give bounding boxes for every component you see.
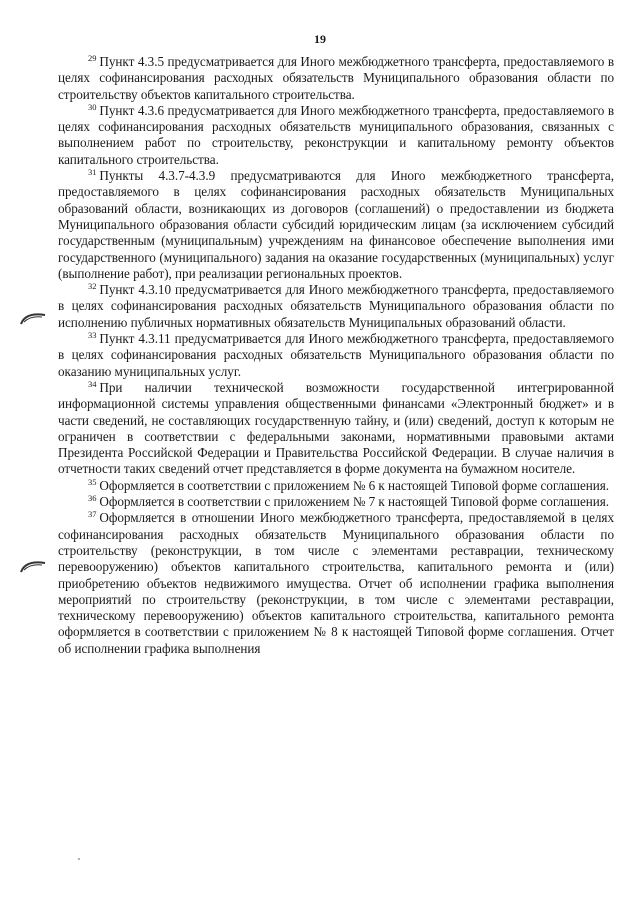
scan-artifact-mark [20, 560, 46, 574]
footnote-text: Пункты 4.3.7-4.3.9 предусматриваются для Иного межбюджетного трансферта, предоставляемого в целях софинансирования расходных обязательств Муниципальных образований области, возникающих из договоров (соглашений) о предоставлении из бюджета Муниципального образования области субсидий юридическим лицам (за исключением субсидий государственным (муниципальным) учреждениям на финансовое обеспечение выполнения ими государственного (муниципального) задания на оказание государственных (муниципальных) услуг (выполнение работ), при реализации региональных проектов. [58, 168, 614, 281]
footnote-number: 37 [88, 509, 97, 520]
footnote-number: 36 [88, 493, 97, 504]
footnote [58, 331, 614, 380]
footnote [58, 103, 614, 168]
footnote-text: Пункт 4.3.5 предусматривается для Иного межбюджетного трансферта, предоставляемого в целях софинансирования расходных обязательств Муниципального образования области по строительству объектов капитального строительства. [58, 54, 614, 102]
footnote-number: 31 [88, 167, 97, 178]
footnote [58, 168, 614, 282]
footnote [58, 478, 614, 494]
footnote-number: 33 [88, 330, 97, 341]
footnote-number: 32 [88, 281, 97, 292]
footnotes-section [58, 54, 614, 657]
footnote-text: Оформляется в соответствии с приложением № 6 к настоящей Типовой форме соглашения. [99, 477, 610, 493]
footnote-text: Пункт 4.3.6 предусматривается для Иного межбюджетного трансферта, предоставляемого в целях софинансирования расходных обязательств муниципального образования, связанных с выполнением работ по строительству, реконструкции и капитальному ремонту объектов капитального строительства. [58, 102, 614, 167]
footnote-text: Оформляется в отношении Иного межбюджетного трансферта, предоставляемой в целях софинансирования расходных обязательств Муниципального образования области по строительству (реконструкции, в том числе с элементами реставрации, техническому перевооружению) объектов капитального строительства, капитального ремонта и (или) приобретению объектов недвижимого имущества. Отчет об исполнении графика выполнения мероприятий по строительству (реконструкции, в том числе с элементами реставрации, техническому перевооружению) объектов капитального строительства, капитального ремонта оформляется в соответствии с приложением № 8 к настоящей Типовой форме соглашения. Отчет об исполнении графика выполнения [58, 510, 614, 656]
footnote-text: При наличии технической возможности государственной интегрированной информационной системы управления общественными финансами «Электронный бюджет» и в части сведений, не составляющих государственную тайну, и (или) сведений, доступ к которым не ограничен в соответствии с федеральными законами, нормативными правовыми актами Президента Российской Федерации и Правительства Российской Федерации. В случае наличия в отчетности таких сведений отчет представляется в форме документа на бумажном носителе. [58, 379, 614, 477]
footnote [58, 282, 614, 331]
footnote [58, 380, 614, 478]
footnote [58, 54, 614, 103]
footnote-number: 35 [88, 476, 97, 487]
footnote-text: Оформляется в соответствии с приложением № 7 к настоящей Типовой форме соглашения. [99, 494, 610, 510]
footnote-number: 34 [88, 378, 97, 389]
footnote [58, 510, 614, 657]
footnote [58, 494, 614, 510]
scan-speck [78, 858, 80, 860]
footnote-text: Пункт 4.3.11 предусматривается для Иного межбюджетного трансферта, предоставляемого в целях софинансирования расходных обязательств Муниципального образования области по оказанию муниципальных услуг. [58, 331, 614, 379]
footnote-number: 30 [88, 101, 97, 112]
scan-artifact-mark [20, 312, 46, 326]
page-number: 19 [314, 32, 326, 46]
footnote-text: Пункт 4.3.10 предусматривается для Иного межбюджетного трансферта, предоставляемого в целях софинансирования расходных обязательств Муниципального образования области по исполнению публичных нормативных обязательств Муниципальных образований области. [58, 282, 614, 330]
footnote-number: 29 [88, 53, 97, 63]
